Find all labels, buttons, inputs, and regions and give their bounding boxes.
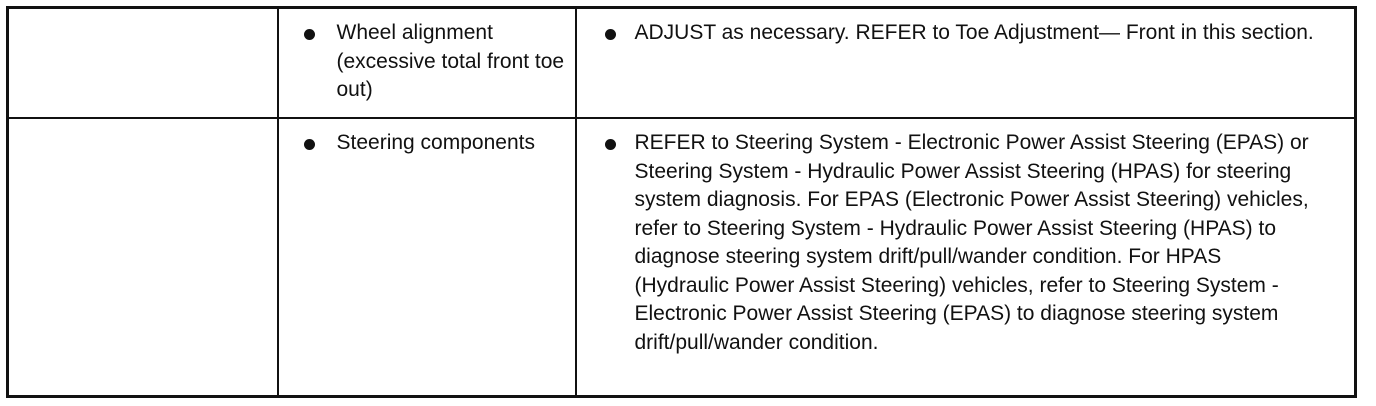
cause-cell (278, 118, 576, 397)
bullet-icon (605, 29, 616, 40)
table-row (8, 8, 1356, 119)
bullet-icon (605, 139, 616, 150)
bullet-icon (304, 29, 315, 40)
table-row (8, 118, 1356, 397)
action-text: ADJUST as necessary. REFER to Toe Adjustment— Front in this section. (634, 21, 1314, 44)
diagnosis-table (6, 6, 1357, 398)
cause-cell (278, 8, 576, 119)
condition-cell (8, 8, 278, 119)
condition-cell (8, 118, 278, 397)
bullet-icon (304, 139, 315, 150)
cause-text: Wheel alignment (excessive total front toe out) (336, 21, 565, 101)
cause-text: Steering components (336, 131, 535, 154)
action-cell (576, 118, 1356, 397)
action-cell (576, 8, 1356, 119)
action-text: REFER to Steering System - Electronic Power Assist Steering (EPAS) or Steering System - Hydraulic Power Assist Steering (HPAS) for steering system diagnosis. For EPAS (Electronic Power Assist Steering) vehicles, refer to Steering System - Hydraulic Power Assist Steering (HPAS) to diagnose steering system drift/pull/wander condition. For HPAS (Hydraulic Power Assist Steering) vehicles, refer to Steering System - Electronic Power Assist Steering (EPAS) to diagnose steering system drift/pull/wander condition. (634, 131, 1309, 354)
